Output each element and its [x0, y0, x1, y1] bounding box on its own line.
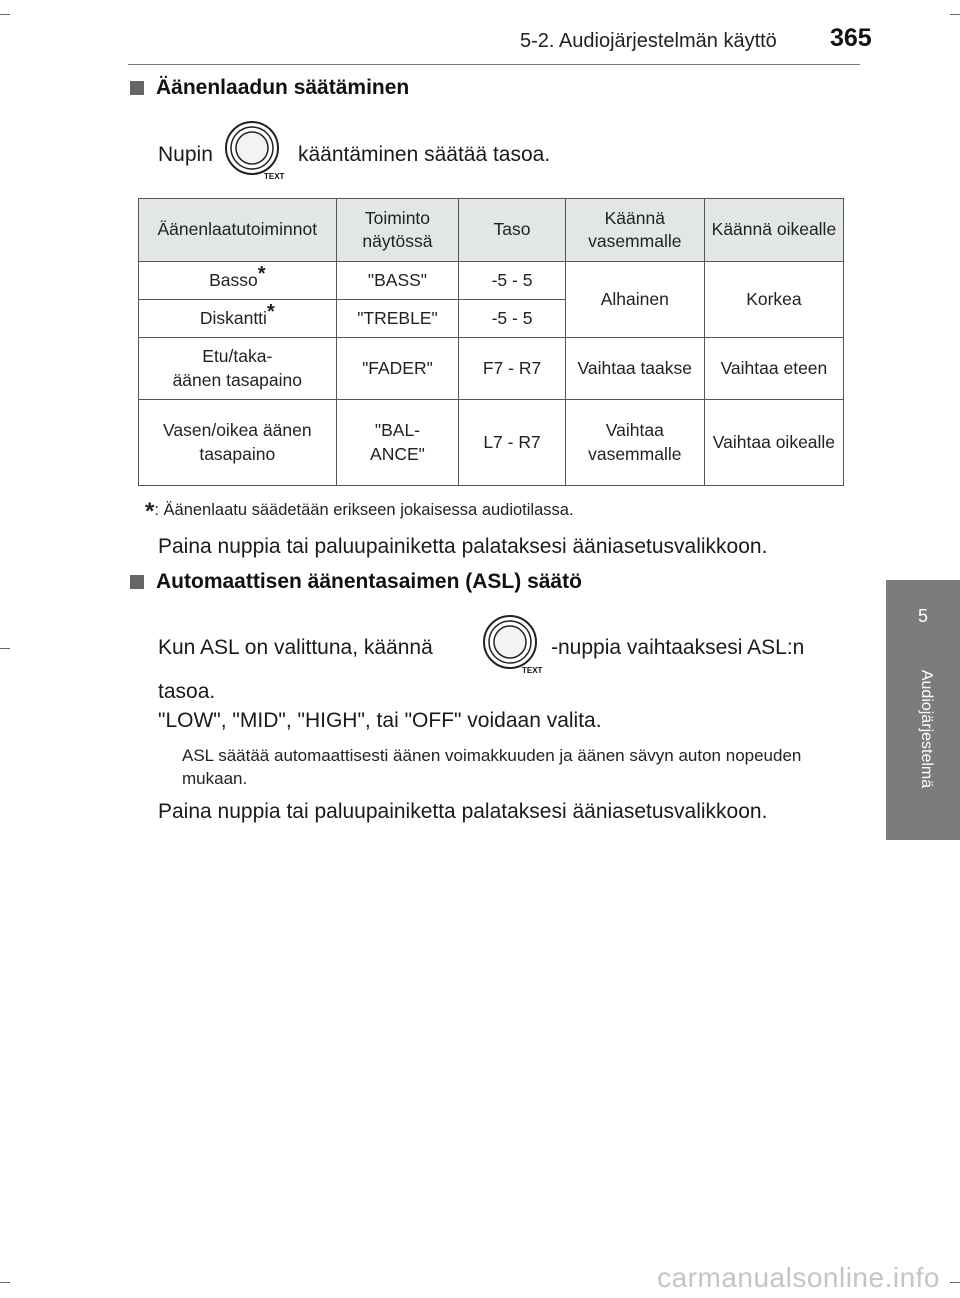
cell-display: "FADER"	[336, 338, 459, 400]
cell-turn-right: Vaihtaa oikealle	[704, 400, 843, 486]
table-row	[139, 262, 844, 300]
cell-level: -5 - 5	[459, 262, 565, 300]
cell-display: "TREBLE"	[336, 300, 459, 338]
square-bullet-icon	[130, 81, 144, 95]
cell-function: Vasen/oikea äänen tasapaino	[139, 400, 337, 486]
chapter-side-tab	[886, 580, 960, 840]
cell-function: Basso*	[139, 262, 337, 300]
cell-turn-left: Vaihtaa taakse	[565, 338, 704, 400]
chapter-number: 5	[917, 606, 928, 626]
section-heading-asl	[130, 570, 582, 594]
col-header-level: Taso	[459, 199, 565, 262]
cell-turn-right: Vaihtaa eteen	[704, 338, 843, 400]
knob-text-label: TEXT	[522, 666, 543, 675]
cell-display: "BASS"	[336, 262, 459, 300]
footnote-asterisk: *	[145, 498, 155, 525]
chapter-label: Audiojärjestelmä	[918, 669, 935, 789]
cell-turn-left: Vaihtaa vasemmalle	[565, 400, 704, 486]
section-heading-sound-quality	[130, 76, 409, 100]
cell-level: F7 - R7	[459, 338, 565, 400]
crop-mark	[950, 1282, 960, 1283]
footnote-text: : Äänenlaatu säädetään erikseen jokaisessa audiotilassa.	[154, 501, 574, 519]
table-header-row	[139, 199, 844, 262]
table-row	[139, 400, 844, 486]
asl-line-before: Kun ASL on valittuna, käännä	[158, 636, 433, 659]
return-instruction-2: Paina nuppia tai paluupainiketta palataksesi ääniasetusvalikkoon.	[158, 800, 768, 823]
header-section-title: 5-2. Audiojärjestelmän käyttö	[520, 30, 777, 52]
asl-note: ASL säätää automaattisesti äänen voimakkuuden ja äänen sävyn auton nopeuden mukaan.	[182, 746, 802, 788]
cell-turn-left: Alhainen	[565, 262, 704, 338]
crop-mark	[0, 14, 10, 15]
heading-text: Automaattisen äänentasaimen (ASL) säätö	[156, 570, 582, 593]
crop-mark	[0, 1282, 10, 1283]
square-bullet-icon	[130, 575, 144, 589]
col-header-turn-right: Käännä oikealle	[704, 199, 843, 262]
asl-values-line: "LOW", "MID", "HIGH", tai "OFF" voidaan valita.	[158, 709, 602, 732]
return-instruction-1: Paina nuppia tai paluupainiketta palataksesi ääniasetusvalikkoon.	[158, 535, 768, 558]
cell-level: -5 - 5	[459, 300, 565, 338]
cell-function: Etu/taka- äänen tasapaino	[139, 338, 337, 400]
header-rule	[128, 64, 860, 65]
knob-intro-after: kääntäminen säätää tasoa.	[298, 143, 551, 166]
col-header-display: Toiminto näytössä	[336, 199, 459, 262]
watermark: carmanualsonline.info	[657, 1262, 940, 1293]
col-header-function: Äänenlaatutoiminnot	[139, 199, 337, 262]
table-row	[139, 338, 844, 400]
heading-text: Äänenlaadun säätäminen	[156, 76, 410, 99]
asterisk-mark: *	[266, 300, 275, 323]
cell-level: L7 - R7	[459, 400, 565, 486]
knob-intro-before: Nupin	[158, 143, 213, 166]
crop-mark	[0, 648, 10, 649]
cell-turn-right: Korkea	[704, 262, 843, 338]
tune-knob-icon	[482, 614, 548, 676]
asl-line-cont: tasoa.	[158, 680, 216, 703]
page-number: 365	[830, 24, 872, 52]
col-header-turn-left: Käännä vasemmalle	[565, 199, 704, 262]
cell-function: Diskantti*	[139, 300, 337, 338]
cell-display: "BAL- ANCE"	[336, 400, 459, 486]
table-footnote	[145, 498, 574, 526]
asl-line-after: -nuppia vaihtaaksesi ASL:n	[551, 636, 805, 659]
asterisk-mark: *	[257, 262, 266, 285]
sound-settings-table	[138, 198, 844, 486]
tune-knob-icon	[224, 120, 290, 182]
knob-text-label: TEXT	[264, 172, 285, 181]
crop-mark	[950, 14, 960, 15]
